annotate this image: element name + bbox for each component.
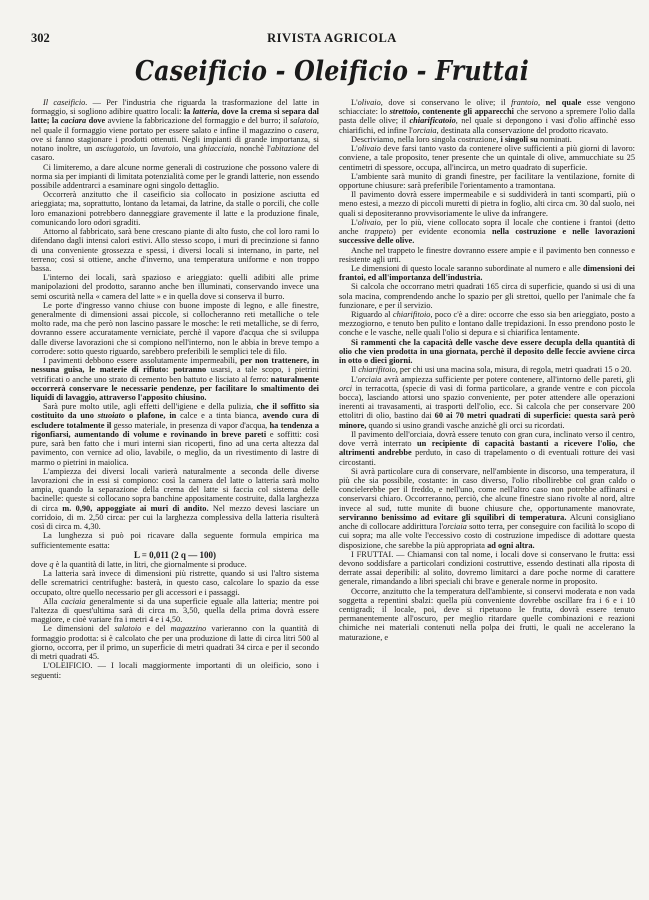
paragraph-l7: I pavimenti debbono essere assolutamente impermeabili, per non trattenere, in nessuna guisa, le materie di rifiuto: potranno usarsi, a tale scopo, i pietrini vetrificati o anche uno strato di cemento ben battuto e lisciato al ferro: naturalmente occorrerà conservare le necessarie pendenze, per facilitare lo smaltimento dei liquidi di lavaggio, attraverso l'apposito chiusino. xyxy=(31,356,319,402)
paragraph-l15: Le dimensioni del salatoio e del magazzino varieranno con la quantità di formaggio prodotta: si è calcolato che per una produzione di latte di circa litri 500 al giorno, occorra, per il primo, un superficie di metri quadrati 34 circa e per il secondo di metri quadrati 45. xyxy=(31,624,319,662)
paragraph-r1: L'olivaio, dove si conservano le olive; il frantoio, nel quale esse vengono schiacciate: lo strettoio, contenente gli apparecchi che servono a spremere l'olio dalla pasta delle olive; il chiarificatoio, nel quale si depongono i vasi d'olio affinchè esso chiarifichi, ed infine l'orciaia, destinata alla conservazione del prodotto ricavato. xyxy=(339,98,635,135)
running-header xyxy=(31,31,633,45)
paragraph-r15: Si avrà particolare cura di conservare, nell'ambiente in discorso, una temperatura, il più che sia possibile, costante: in caso diverso, l'olio ribollirebbe col gran caldo o concielerebbe per il freddo, e nell'uno, come nell'altro caso non potrebbe affinarsi e conservarsi chiaro. Occorreranno, perciò, che alcune finestre siano rivolte al nord, altre invece al sud, tutte munite di buone chiusure che, opportunamente manovrate, serviranno benissimo ad evitare gli squilibri di temperatura. Alcuni consigliano anche di collocare addirittura l'orciaia sotto terra, per conseguire con facilità lo scopo di cui sopra; ma alle volte l'eccessivo costo di costruzione impedisce di adottare questa disposizione, che sarebbe la più appropriata ad ogni altra. xyxy=(339,466,636,550)
paragraph-l12: dove q è la quantità di latte, in litri, che giornalmente si produce. xyxy=(31,559,247,569)
paragraph-r2: Descriviamo, nella loro singola costruzione, i singoli su nominati. xyxy=(351,134,572,144)
paragraph-l14: Alla caciaia generalmente si da una superficie eguale alla latteria; mentre poi l'altezza di quest'ultima sarà di circa m. 3,50, quella della prima dovrà essere maggiore, e cioè variare fra i metri 4 e i 4,50. xyxy=(31,596,319,625)
paragraph-l1: Il caseificio. — Per l'industria che riguarda la trasformazione del latte in formaggio, si sogliono adibire quattro locali: la latteria, dove la crema si separa dal latte; la caciara dove avviene la fabbricazione del formaggio e del burro; il salatoio, nel quale il formaggio viene portato per essere salato e infine il magazzino o casera, ove si fanno stagionare i prodotti ottenuti. Negli impianti di grande importanza, si notano inoltre, un asciugatoio, un lavatoio, una ghiacciaia, nonchè l'abitazione del casaro. xyxy=(31,98,320,163)
paragraph-r9: Si calcola che occorrano metri quadrati 165 circa di superficie, quando si usi di una sola macina, comprendendo anche lo spazio per gli strettoi, quello per l'animale che fa funzionare, e per il servizio. xyxy=(339,282,635,310)
paragraph-l16: L'OLEIFICIO. — I locali maggiormente importanti di un oleificio, sono i seguenti: xyxy=(31,661,319,680)
paragraph-l2: Ci limiteremo, a dare alcune norme generali di costruzione che possono valere di norma sia per impianti di limitata potenzialità come per le grandi latterie, non essendo possibile addentrarci a esaminare ogni singolo dettaglio. xyxy=(31,162,319,190)
paragraph-r7: Anche nel trappeto le finestre dovranno essere ampie e il pavimento ben connesso e resistente agli urti. xyxy=(339,245,635,264)
paragraph-l13: La latteria sarà invece di dimensioni più ristrette, quando si usi l'altro sistema delle scrematrici centrifughe: basterà, in questo caso, calcolare lo spazio da esse occupato, oltre quello necessario per gli accessori e i passaggi. xyxy=(31,569,319,597)
paragraph-r16: I FRUTTAI. — Chiamansi con tal nome, i locali dove si conservano le frutta: essi devono soddisfare a particolari condizioni costruttive, essendo destinati alla riposta di derrate assai deperibili: al solito, dovremo limitarci a dare poche norme di carattere generale, rimandando a libri speciali chi brave e generale norme in proposito. xyxy=(339,549,635,587)
paragraph-l4: Attorno al fabbricato, sarà bene crescano piante di alto fusto, che col loro rami lo difendano dagli intensi calori estivi. Allo stesso scopo, i muri di precinzione si fanno di una conveniente grossezza e spessi, i diversi locali si internano, in parte, nel terreno; così si ottiene, anche d'inverno, una temperatura uniforme e non troppo bassa. xyxy=(31,227,319,273)
page-number: 302 xyxy=(31,31,50,45)
paragraph-r14: Il pavimento dell'orciaia, dovrà essere tenuto con gran cura, inclinato verso il centro, dove verrà interrato un recipiente di capacità bastanti a ricevere l'olio, che altrimenti andrebbe perduto, in caso di trapelamento o di eventuali rotture dei vasi circostanti. xyxy=(339,429,635,467)
paragraph-l11: L = 0,011 (2 q — 100) xyxy=(134,549,216,560)
paragraph-r11: Si rammenti che la capacità delle vasche deve essere decupla della quantità di olio che vien prodotta in una giornata, perchè il deposito delle feccie avviene circa in otto o dieci giorni. xyxy=(339,337,635,366)
paragraph-r8: Le dimensioni di questo locale saranno subordinate al numero e alle dimensioni dei frantoi, ed all'importanza dell'industria. xyxy=(339,263,635,283)
paragraph-r6: L'olivaio, per lo più, viene collocato sopra il locale che contiene i frantoi (detto anche trappeto) per evidente economia nella costruzione e nelle lavorazioni successive delle olive. xyxy=(339,217,635,246)
right-column xyxy=(339,98,635,642)
paragraph-r17: Occorre, anzitutto che la temperatura dell'ambiente, si conservi moderata e non vada soggetta a repentini sbalzi: quella più conveniente dovrebbe oscillare fra i 6 e i 10 centigradi; il locale, poi, deve si ripetuono le frutta, dovrà essere tenuto permanentemente all'oscuro, per meglio ritardare quelle combinazioni e reazioni chimiche nei materiali contenuti nella polpa dei frutti, le quali ne accelerano la maturazione, e xyxy=(339,586,635,642)
paragraph-l9: L'ampiezza dei diversi locali varierà naturalmente a seconda delle diverse lavorazioni che in essi si compiono: così la camera del latte o latteria sarà molto ampia, quando la separazione della crema del latte si faccia col sistema delle bacinelle: queste si collocano sopra banchine appositamente costruite, dalla larghezza di circa m. 0,90, appoggiate ai muri di andito. Nel mezzo devesi lasciare un corridoio, di m. 2,50 circa: per cui la larghezza complessiva della latteria risulterà così di circa m. 4,30. xyxy=(31,466,319,532)
paragraph-r4: L'ambiente sarà munito di grandi finestre, per facilitare la ventilazione, fornite di opportune chiusure: sarà preferibile l'orientamento a tramontana. xyxy=(339,171,635,190)
left-column xyxy=(31,98,319,680)
article-title: Caseificio - Oleificio - Fruttai xyxy=(135,56,529,87)
paragraph-r5: Il pavimento dovrà essere impermeabile e si suddividerà in tanti scompartì, più o meno estesi, a mezzo di piccoli muretti di pietra in foglio, alti circa cm. 30 dal suolo, nei quali si depositeranno provvisoriamente le ulive da infrangere. xyxy=(339,190,635,218)
paragraph-r10: Riguardo al chiarifitoio, poco c'è a dire: occorre che esso sia ben arieggiato, posto a mezzogiorno, e tenuto ben pulito e lontano dalle trepidazioni. In esso prendono posto le conche e le vasche, nelle quali l'olio si depura e si chiarifica lentamente. xyxy=(339,310,635,338)
paragraph-r12: Il chiarifitoio, per chi usi una macina sola, misura, di regola, metri quadrati 15 o 20. xyxy=(351,365,632,375)
paragraph-l3: Occorrerà anzitutto che il caseificio sia collocato in posizione asciutta ed arieggiata; ma, soprattutto, lontano da letamai, da latrine, da stalle o porcili, che colle loro emanazioni potrebbero danneggiare gravemente il latte e la produzione finale, comunicando loro odori sgraditi. xyxy=(31,190,319,227)
paragraph-l8: Sarà pure molto utile, agli effetti dell'igiene e della pulizia, che il soffitto sia costituito da uno stuoiato o plafone, in calce e a tinta bianca, avendo cura di escludere totalmente il gesso materiale, in presenza di vapor d'acqua, ha tendenza a rigonfiarsi, aumentando di volume e rovinando in breve pareti e soffitti: così pure, sarà ben fatto che i muri interni sian ricoperti, fino ad una certa altezza dal pavimento, con vernice ad olio, lavabile, o meglio, da un rivestimento di lastre di marmo o pietrini in maiolica. xyxy=(31,402,320,467)
paragraph-l10: La lunghezza si può poi ricavare dalla seguente formula empirica ma sufficientemente esatta: xyxy=(31,531,319,550)
paragraph-l6: Le porte d'ingresso vanno chiuse con buone imposte di legno, e alle finestre, generalmente di dimensioni assai piccole, si collocheranno reti metalliche o tele molto rade, ma che però non lascino passare le mosche: le reti metalliche, se di ferro, dovranno essere accuratamente verniciate, perchè il vapore d'acqua che si sviluppa dalle diverse lavorazioni che si compiono nell'interno, non le abbia in breve tempo a corrodere: sotto questo riguardo, sarebbero preferibili le semplici tele di filo. xyxy=(31,300,319,356)
journal-name: RIVISTA AGRICOLA xyxy=(267,31,397,45)
paragraph-r3: L'olivaio deve farsi tanto vasto da contenere olive sufficienti a più giorni di lavoro: conviene, a tale proposito, tener presente che un quintale di olive, ammucchiate su 25 centimetri di spessore, occupa, all'incirca, un metro quadrato di superficie. xyxy=(339,144,635,172)
paragraph-r13: L'orciaia avrà ampiezza sufficiente per potere contenere, all'intorno delle pareti, gli orci in terracotta, (specie di vasi di forma particolare, a grande ventre e con piccola bocca), lasciando attorsi uno spazio conveniente, per poter attendere alle operazioni inerenti ai travasamenti, ai trasporti dell'olio, ecc. Si calcola che per conservare 200 ettolitri di olio, bastino dai 60 ai 70 metri quadrati di superficie: questa sarà però minore, quando si usino grandi vasche anzichè gli orci su ricordati. xyxy=(339,374,635,430)
paragraph-l5: L'interno dei locali, sarà spazioso e arieggiato: quelli adibiti alle prime manipolazioni del prodotto, saranno anche ben illuminati, conservando invece una semi oscurità nella « camera del latte » e in quella dove si conserva il burro. xyxy=(31,273,319,301)
